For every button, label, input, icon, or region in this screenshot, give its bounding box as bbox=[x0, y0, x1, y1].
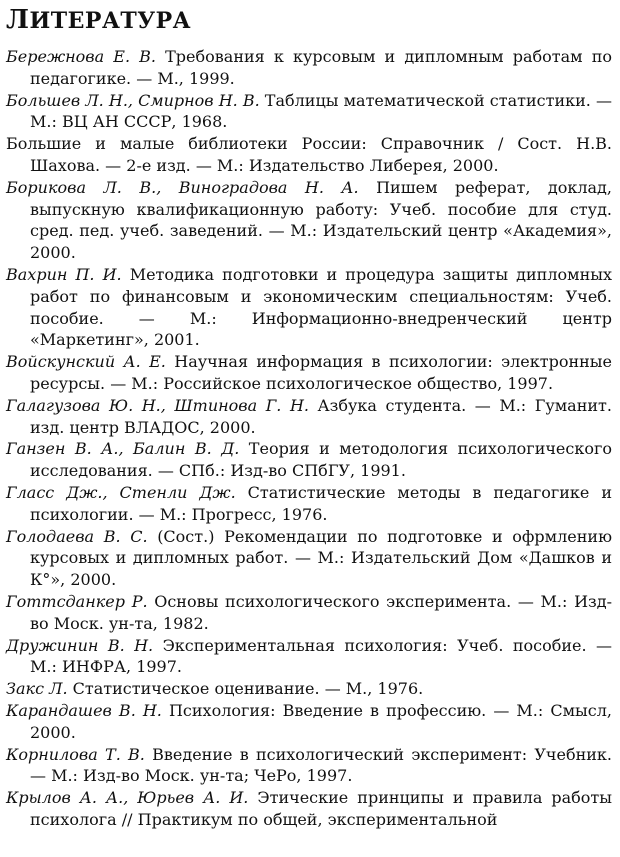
reference-author: Закс Л. bbox=[6, 679, 68, 699]
reference-entry bbox=[6, 700, 612, 744]
page bbox=[6, 0, 612, 831]
reference-text: Пишем реферат, доклад, выпускную квалификационную работу: Учеб. пособие для студ. сред. пед. учеб. заведений. — М.: Издательский центр «Академия», 2000. bbox=[30, 177, 612, 263]
reference-entry bbox=[6, 438, 612, 482]
reference-entry bbox=[6, 526, 612, 591]
reference-author: Войскунский А. Е. bbox=[6, 352, 166, 372]
reference-author: Вахрин П. И. bbox=[6, 264, 122, 284]
page-title-text: ЛИТЕРАТУРА bbox=[6, 5, 192, 35]
reference-text: (Сост.) Рекомендации по подготовке и офрмлению курсовых и дипломных работ. — М.: Издательский Дом «Дашков и К°», 2000. bbox=[30, 526, 612, 590]
reference-entry bbox=[6, 635, 612, 679]
reference-entry bbox=[6, 395, 612, 439]
reference-text: Этические принципы и правила работы психолога // Практикум по общей, экспериментальной bbox=[30, 788, 612, 829]
reference-author: Ганзен В. А., Балин В. Д. bbox=[6, 439, 240, 459]
reference-entry bbox=[6, 133, 612, 177]
reference-list bbox=[6, 46, 612, 831]
reference-text: Психология: Введение в профессию. — М.: Смысл, 2000. bbox=[30, 700, 612, 742]
reference-author: Голодаева В. С. bbox=[6, 526, 148, 546]
reference-text: Большие и малые библиотеки России: Справочник / Сост. Н.В. Шахова. — 2-е изд. — М.: Издательство Либерея, 2000. bbox=[6, 134, 612, 175]
reference-entry bbox=[6, 90, 612, 134]
reference-text: Статистическое оценивание. — М., 1976. bbox=[67, 679, 424, 699]
reference-author: Готтсданкер Р. bbox=[6, 591, 148, 611]
reference-author: Большев Л. Н., Смирнов Н. В. bbox=[6, 90, 260, 110]
reference-author: Карандашев В. Н. bbox=[6, 700, 162, 720]
reference-author: Дружинин В. Н. bbox=[6, 635, 154, 655]
page-title bbox=[6, 4, 612, 36]
reference-entry bbox=[6, 744, 612, 788]
reference-author: Корнилова Т. В. bbox=[6, 744, 145, 764]
reference-author: Крылов А. А., Юрьев А. И. bbox=[6, 788, 249, 808]
reference-text: Экспериментальная психология: Учеб. пособие. — М.: ИНФРА, 1997. bbox=[30, 635, 612, 677]
reference-text: Методика подготовки и процедура защиты дипломных работ по финансовым и экономическим специальностям: Учеб. пособие. — М.: Информационно-внедренческий центр «Маркетинг», 2001. bbox=[30, 264, 612, 350]
reference-text: Введение в психологический эксперимент: Учебник. — М.: Изд-во Моск. ун-та; ЧеРо, 1997. bbox=[30, 744, 612, 786]
reference-entry bbox=[6, 591, 612, 635]
reference-author: Гласс Дж., Стенли Дж. bbox=[6, 482, 236, 502]
reference-entry bbox=[6, 678, 612, 700]
reference-text: Научная информация в психологии: электронные ресурсы. — М.: Российское психологическое общество, 1997. bbox=[30, 352, 613, 393]
reference-entry bbox=[6, 46, 612, 90]
reference-text: Статистические методы в педагогике и психологии. — М.: Прогресс, 1976. bbox=[30, 482, 613, 524]
reference-entry bbox=[6, 177, 612, 264]
reference-text: Требования к курсовым и дипломным работам по педагогике. — М., 1999. bbox=[30, 47, 612, 88]
reference-author: Бережнова Е. В. bbox=[6, 47, 156, 66]
reference-author: Борикова Л. В., Виноградова Н. А. bbox=[6, 177, 359, 197]
reference-text: Таблицы математической статистики. — М.: ВЦ АН СССР, 1968. bbox=[30, 90, 612, 132]
reference-entry bbox=[6, 351, 612, 395]
reference-entry bbox=[6, 482, 612, 526]
reference-author: Галагузова Ю. Н., Штинова Г. Н. bbox=[6, 395, 309, 415]
reference-text: Теория и методология психологического исследования. — СПб.: Изд-во СПбГУ, 1991. bbox=[30, 439, 613, 481]
reference-text: Азбука студента. — М.: Гуманит. изд. центр ВЛАДОС, 2000. bbox=[30, 395, 612, 437]
reference-text: Основы психологического эксперимента. — М.: Изд-во Моск. ун-та, 1982. bbox=[30, 591, 612, 633]
reference-entry bbox=[6, 787, 612, 831]
reference-entry bbox=[6, 264, 612, 351]
